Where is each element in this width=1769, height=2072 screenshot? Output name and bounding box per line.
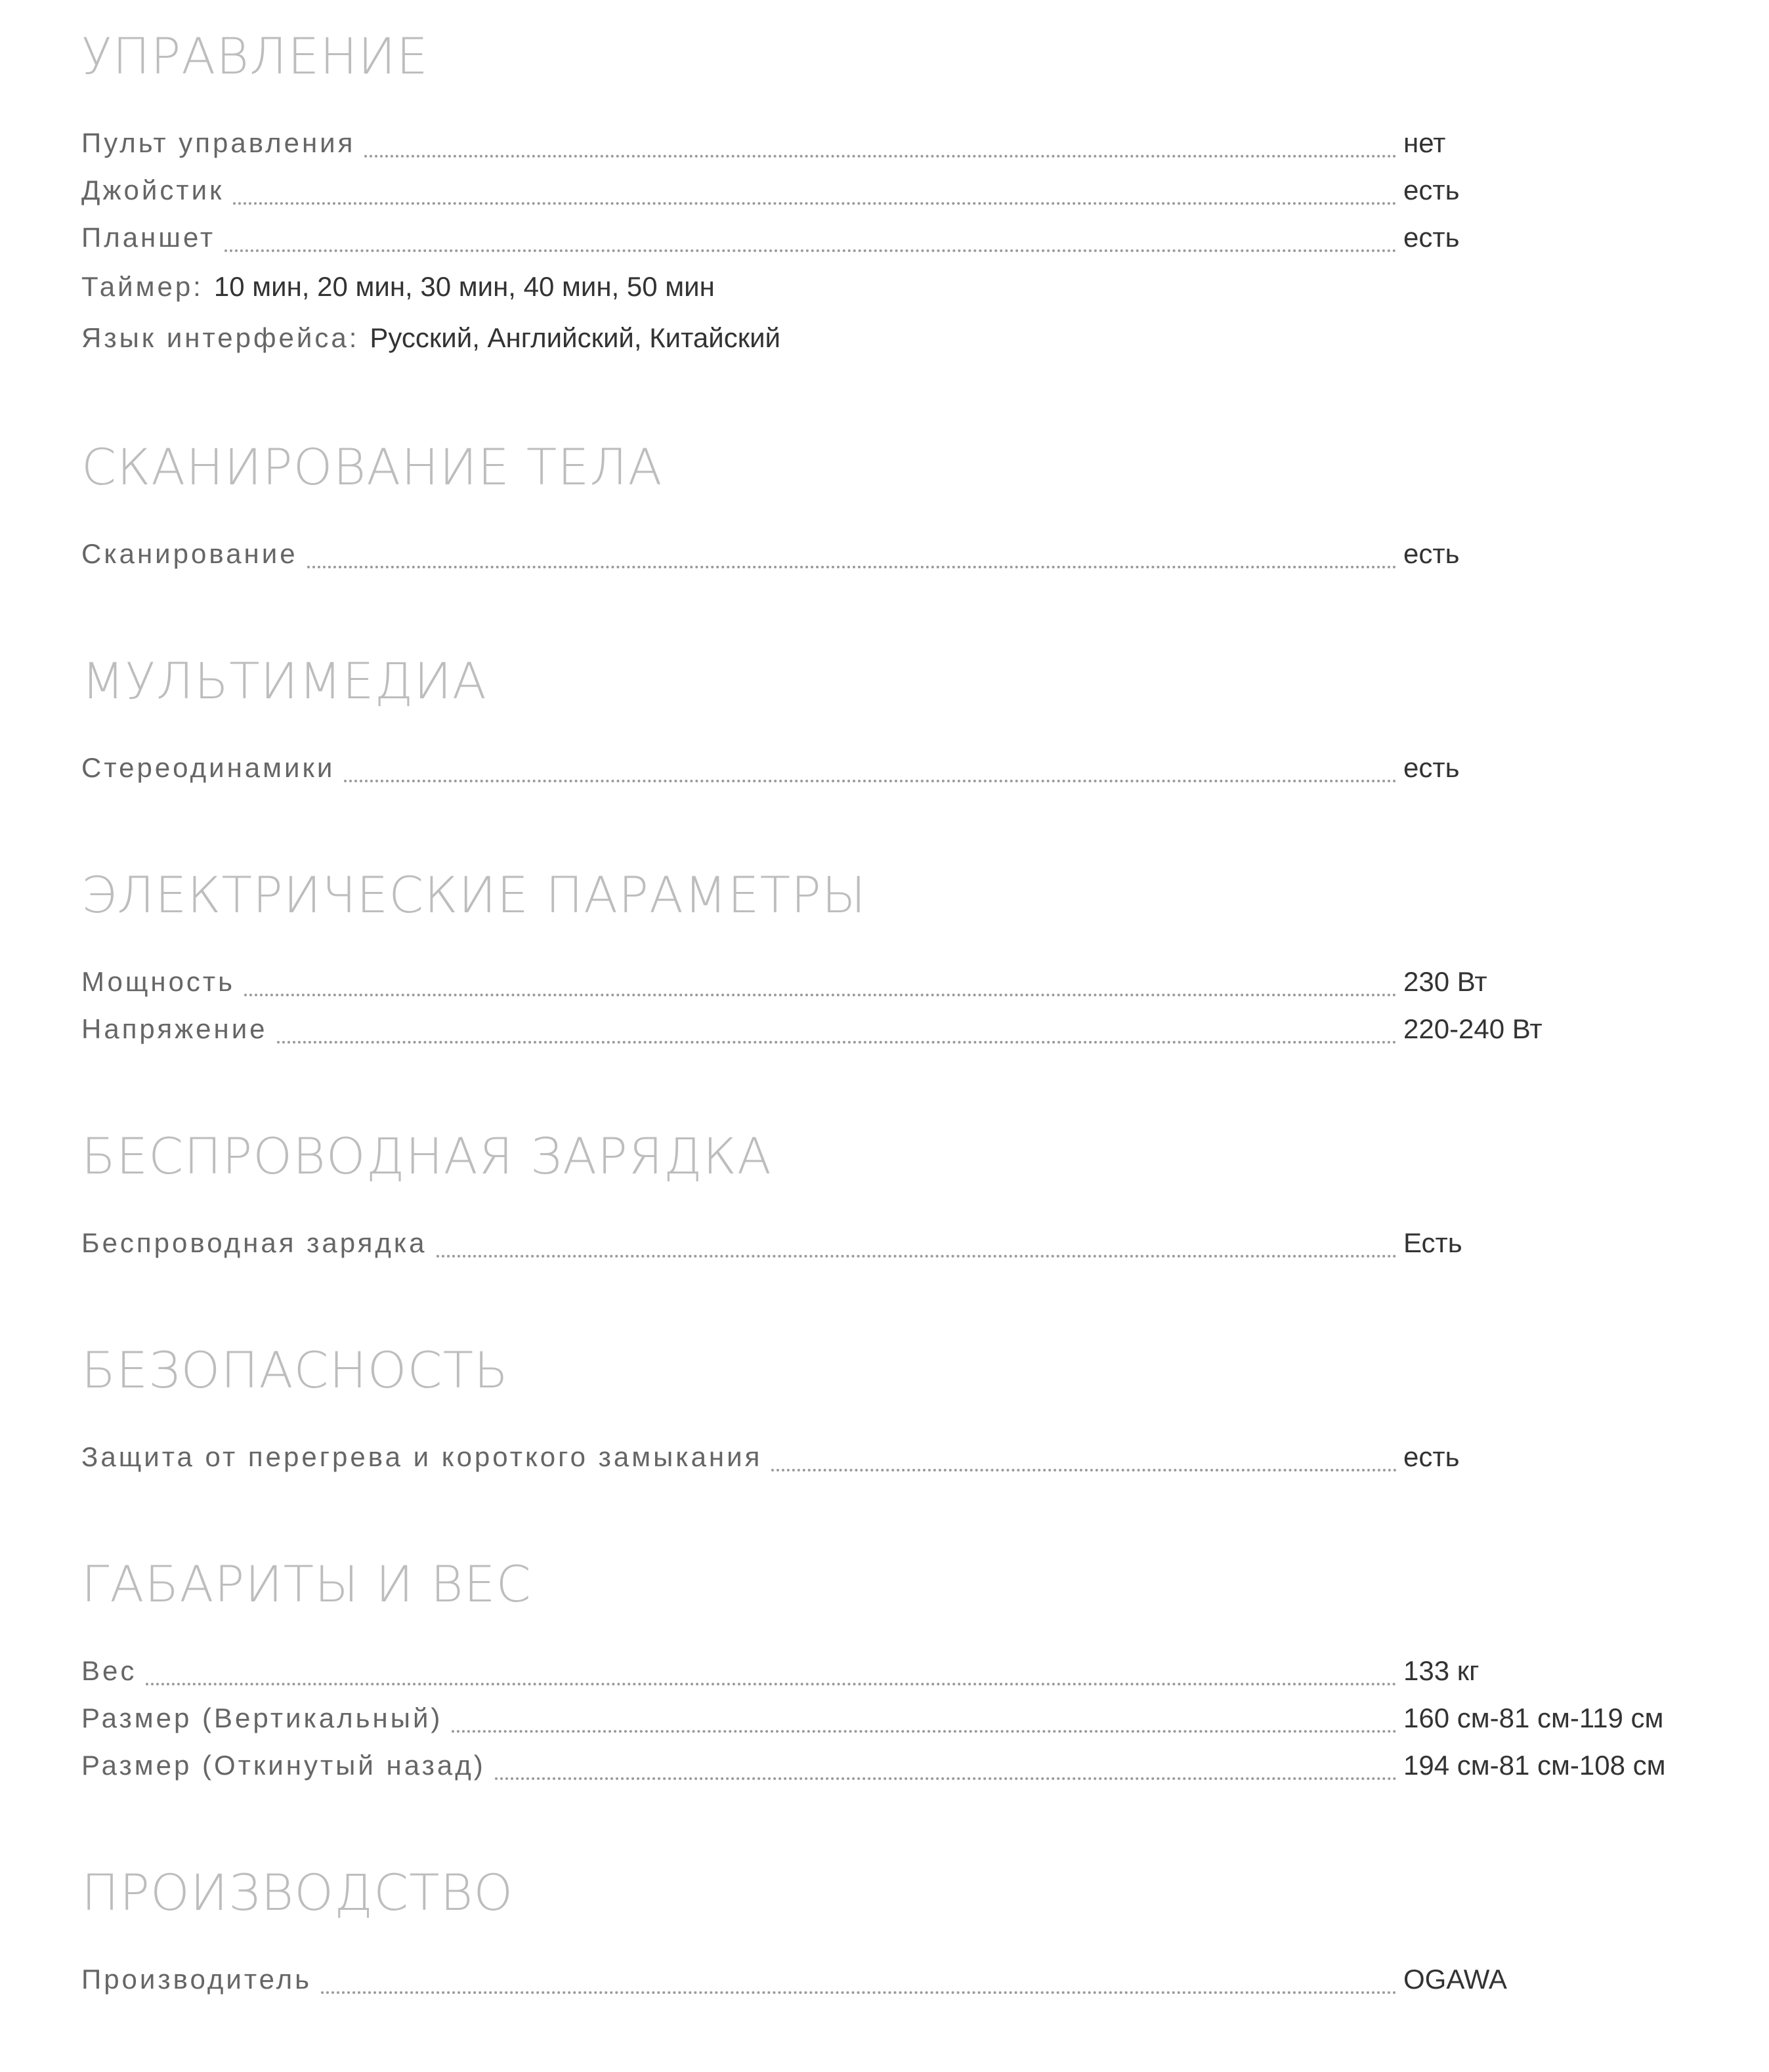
- dot-leader: [233, 202, 1397, 205]
- spec-row: [81, 1219, 1769, 1267]
- spec-value: есть: [1403, 222, 1460, 253]
- spec-row: [81, 1742, 1769, 1789]
- dot-leader: [364, 155, 1397, 158]
- spec-value: есть: [1403, 175, 1460, 205]
- spec-inline-row: [81, 261, 1769, 312]
- spec-label: Пульт управления: [81, 127, 356, 158]
- section-manufacturing: [81, 1860, 1769, 2003]
- section-control: [81, 24, 1769, 364]
- spec-row: [81, 1433, 1769, 1481]
- spec-row: [81, 1695, 1769, 1742]
- spec-value: Русский, Английский, Китайский: [370, 322, 781, 353]
- dot-leader: [437, 1255, 1397, 1258]
- spec-value: нет: [1403, 127, 1446, 158]
- section-title: ЭЛЕКТРИЧЕСКИЕ ПАРАМЕТРЫ: [81, 866, 866, 924]
- dot-leader: [495, 1777, 1397, 1780]
- section-title: УПРАВЛЕНИЕ: [81, 27, 429, 85]
- spec-value: 230 Вт: [1403, 966, 1487, 997]
- dot-leader: [277, 1041, 1397, 1044]
- dot-leader: [771, 1469, 1397, 1471]
- dot-leader: [307, 566, 1397, 568]
- spec-value: есть: [1403, 752, 1460, 783]
- spec-row: [81, 214, 1769, 261]
- section-title: БЕЗОПАСНОСТЬ: [81, 1341, 509, 1399]
- spec-label: Стереодинамики: [81, 752, 335, 783]
- spec-value: 220-240 Вт: [1403, 1013, 1543, 1044]
- spec-value: есть: [1403, 1441, 1460, 1472]
- section-body-scan: [81, 434, 1769, 578]
- dot-leader: [244, 994, 1397, 996]
- spec-value: OGAWA: [1403, 1964, 1507, 1995]
- dot-leader: [452, 1730, 1397, 1733]
- section-safety: [81, 1338, 1769, 1481]
- section-electrical: [81, 862, 1769, 1053]
- spec-value: 194 см-81 см-108 см: [1403, 1750, 1666, 1781]
- spec-label: Мощность: [81, 966, 236, 997]
- spec-label: Джойстик: [81, 175, 224, 205]
- spec-label: Размер (Вертикальный): [81, 1702, 443, 1733]
- spec-row: [81, 167, 1769, 214]
- section-title: ГАБАРИТЫ И ВЕС: [81, 1555, 532, 1613]
- spec-inline-row: [81, 312, 1769, 364]
- dot-leader: [146, 1683, 1397, 1685]
- dot-leader: [224, 249, 1397, 252]
- dot-leader: [321, 1991, 1397, 1994]
- spec-label: Производитель: [81, 1964, 312, 1995]
- spec-label: Сканирование: [81, 538, 298, 569]
- spec-label: Размер (Откинутый назад): [81, 1750, 486, 1781]
- spec-row: [81, 958, 1769, 1005]
- spec-label: Вес: [81, 1655, 137, 1686]
- spec-label: Беспроводная зарядка: [81, 1227, 427, 1258]
- spec-label: Напряжение: [81, 1013, 268, 1044]
- spec-row: [81, 119, 1769, 167]
- section-wireless-charging: [81, 1124, 1769, 1267]
- section-dimensions: [81, 1552, 1769, 1789]
- section-title: БЕСПРОВОДНАЯ ЗАРЯДКА: [81, 1127, 772, 1185]
- spec-label: Таймер:: [81, 271, 203, 302]
- spec-row: [81, 1005, 1769, 1053]
- spec-value: 133 кг: [1403, 1655, 1480, 1686]
- spec-value: 10 мин, 20 мин, 30 мин, 40 мин, 50 мин: [213, 271, 715, 302]
- section-multimedia: [81, 648, 1769, 792]
- spec-row: [81, 744, 1769, 792]
- section-title: СКАНИРОВАНИЕ ТЕЛА: [81, 438, 663, 496]
- spec-value: Есть: [1403, 1227, 1462, 1258]
- spec-row: [81, 530, 1769, 578]
- spec-label: Язык интерфейса:: [81, 322, 360, 353]
- section-title: ПРОИЗВОДСТВО: [81, 1863, 514, 1922]
- spec-label: Планшет: [81, 222, 216, 253]
- spec-label: Защита от перегрева и короткого замыкания: [81, 1441, 763, 1472]
- spec-row: [81, 1647, 1769, 1695]
- spec-value: 160 см-81 см-119 см: [1403, 1702, 1664, 1733]
- spec-value: есть: [1403, 538, 1460, 569]
- dot-leader: [344, 780, 1397, 782]
- section-title: МУЛЬТИМЕДИА: [81, 652, 487, 710]
- spec-row: [81, 1956, 1769, 2003]
